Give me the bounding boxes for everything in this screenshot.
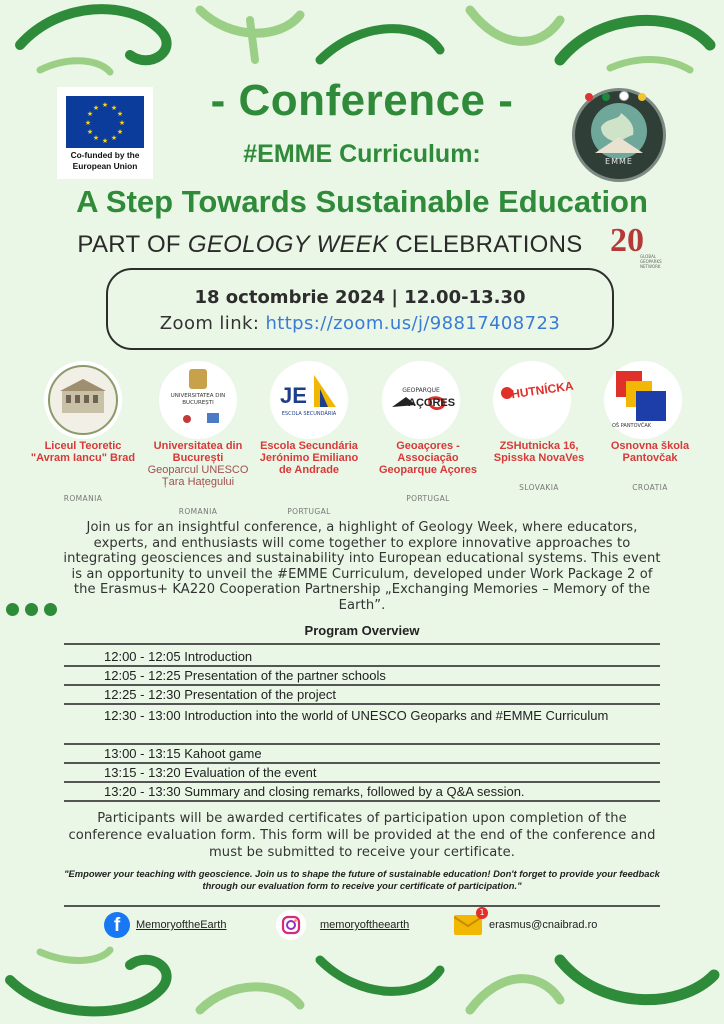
svg-text:★: ★	[110, 104, 118, 112]
email-icon[interactable]	[454, 908, 486, 935]
partner-name-5-text: ZSHutnicka 16, Spisska NovaVes	[493, 440, 585, 464]
svg-text:★: ★	[101, 137, 109, 145]
svg-text:★: ★	[118, 119, 126, 127]
program-item: 12:30 - 13:00 Introduction into the world of UNESCO Geoparks and #EMME Curriculum	[104, 708, 609, 723]
program-divider	[64, 703, 660, 705]
top-swirl-decoration	[0, 0, 724, 80]
ggn-20-caption: GLOBAL GEOPARKS NETWORK	[640, 254, 662, 269]
program-item: 12:00 - 12:05 Introduction	[104, 649, 253, 664]
intro-paragraph: Join us for an insightful conference, a highlight of Geology Week, where educators, experts, and enthusiasts will come together to explore innovative approaches to integrating geosciences and sustainability into European educational systems. This event is an opportunity to unveil the #EMME Curriculum, developed under Work Package 2 of the Erasmus+ KA220 Cooperation Partnership „Exchanging Memories – Memory of the Earth”.	[63, 520, 661, 613]
event-date: 18 octombrie 2024 | 12.00-13.30	[194, 287, 526, 308]
svg-text:★: ★	[86, 110, 94, 118]
program-item: 13:20 - 13:30 Summary and closing remarks, followed by a Q&A session.	[104, 784, 525, 799]
unibuc-logo-text: UNIVERSITATEA DIN BUCUREȘTI	[170, 393, 226, 406]
decorative-dots	[6, 601, 63, 620]
partner-name-3-text: Escola Secundária Jerónimo Emiliano de Andrade	[259, 440, 359, 476]
pantovcak-logo-text: OŠ PANTOVČAK	[612, 423, 652, 429]
instagram-icon[interactable]	[276, 910, 306, 940]
partner-name-6	[594, 440, 706, 464]
subtitle-line-2: A Step Towards Sustainable Education	[76, 184, 648, 219]
date-box	[106, 268, 614, 350]
part-prefix: PART OF	[77, 231, 188, 258]
program-divider	[64, 800, 660, 802]
emme-logo-label: EMME	[605, 157, 633, 166]
program-divider	[64, 743, 660, 745]
program-divider	[64, 643, 660, 645]
partner-country-6: CROATIA	[632, 483, 668, 492]
svg-text:★: ★	[116, 128, 124, 136]
program-item: 12:25 - 12:30 Presentation of the project	[104, 687, 336, 702]
partner-country-3: PORTUGAL	[287, 507, 331, 516]
escola-logo-je: JE	[280, 383, 307, 408]
eu-badge-text: Co-funded by the European Union	[70, 150, 140, 171]
program-divider	[64, 665, 660, 667]
program-item: 13:15 - 13:20 Evaluation of the event	[104, 765, 317, 780]
partner-name-2	[142, 440, 254, 488]
certificate-paragraph: Participants will be awarded certificates of participation upon completion of the conference evaluation form. This form will be provided at the end of the conference and must be submitted to receive your certificate.	[68, 811, 656, 860]
partner-country-4: PORTUGAL	[406, 494, 450, 503]
part-italic: GEOLOGY WEEK	[187, 231, 389, 258]
svg-text:★: ★	[92, 104, 100, 112]
partner-logo-unibuc	[159, 361, 237, 439]
partner-name-6-text: Osnovna škola Pantovčak	[610, 440, 690, 464]
svg-text:★: ★	[110, 134, 118, 142]
facebook-icon[interactable]: f	[104, 912, 130, 938]
zoom-line	[106, 313, 614, 334]
partner-name-2-extra: Geoparcul UNESCO Țara Hațegului	[147, 464, 249, 488]
partner-logo-liceul	[44, 361, 122, 439]
partner-name-4-text: Geoaçores - Associação Geoparque Açores	[378, 440, 477, 476]
part-suffix: CELEBRATIONS	[388, 231, 583, 258]
partner-name-1	[27, 440, 139, 464]
ggn-20-number: 20	[610, 222, 644, 259]
footer-divider	[64, 905, 660, 907]
zoom-label: Zoom link:	[159, 313, 266, 334]
partner-name-3	[253, 440, 365, 476]
email-link[interactable]: erasmus@cnaibrad.ro	[489, 919, 598, 931]
program-divider	[64, 762, 660, 764]
partner-logo-hutnicka	[493, 361, 575, 439]
email-badge: 1	[476, 907, 488, 919]
partner-name-5	[483, 440, 595, 464]
svg-text:★: ★	[101, 101, 109, 109]
program-divider	[64, 684, 660, 686]
partner-name-2-text: Universitatea din București	[153, 440, 243, 464]
partner-logo-escola	[270, 361, 348, 439]
partner-country-1: ROMANIA	[63, 494, 103, 503]
geology-week-line	[40, 231, 620, 259]
escola-logo-caption: ESCOLA SECUNDÁRIA	[281, 411, 337, 417]
zoom-link[interactable]: https://zoom.us/j/98817408723	[265, 313, 561, 334]
hutnicka-logo-text: HUTNÍCKA	[510, 378, 575, 402]
geoacores-logo-main: AÇORES	[408, 397, 456, 409]
program-title: Program Overview	[304, 623, 420, 638]
page-title: - Conference -	[210, 76, 514, 125]
facebook-link[interactable]: MemoryoftheEarth	[136, 919, 227, 931]
partner-name-4	[372, 440, 484, 476]
subtitle-line-1: #EMME Curriculum:	[243, 140, 481, 168]
ggn-20-logo	[610, 224, 666, 268]
svg-text:★: ★	[84, 119, 92, 127]
svg-text:★: ★	[92, 134, 100, 142]
instagram-link[interactable]: memoryoftheearth	[320, 919, 410, 931]
geoacores-logo-top: GEOPARQUE	[402, 387, 440, 394]
svg-text:★: ★	[86, 128, 94, 136]
program-divider	[64, 781, 660, 783]
program-item: 12:05 - 12:25 Presentation of the partner schools	[104, 668, 386, 683]
bottom-swirl-decoration	[0, 940, 724, 1024]
partner-name-1-text: Liceul Teoretic "Avram Iancu" Brad	[30, 440, 136, 464]
partner-country-2: ROMANIA	[178, 507, 218, 516]
svg-text:★: ★	[116, 110, 124, 118]
program-item: 13:00 - 13:15 Kahoot game	[104, 746, 262, 761]
partner-country-5: SLOVAKIA	[519, 483, 559, 492]
closing-quote: "Empower your teaching with geoscience. Join us to shape the future of sustainable education! Don't forget to provide your feedback through our evaluation form to receive your certificate of participation."	[64, 868, 660, 891]
partner-logo-pantovcak	[604, 361, 682, 439]
partner-logo-geoacores	[382, 361, 460, 439]
